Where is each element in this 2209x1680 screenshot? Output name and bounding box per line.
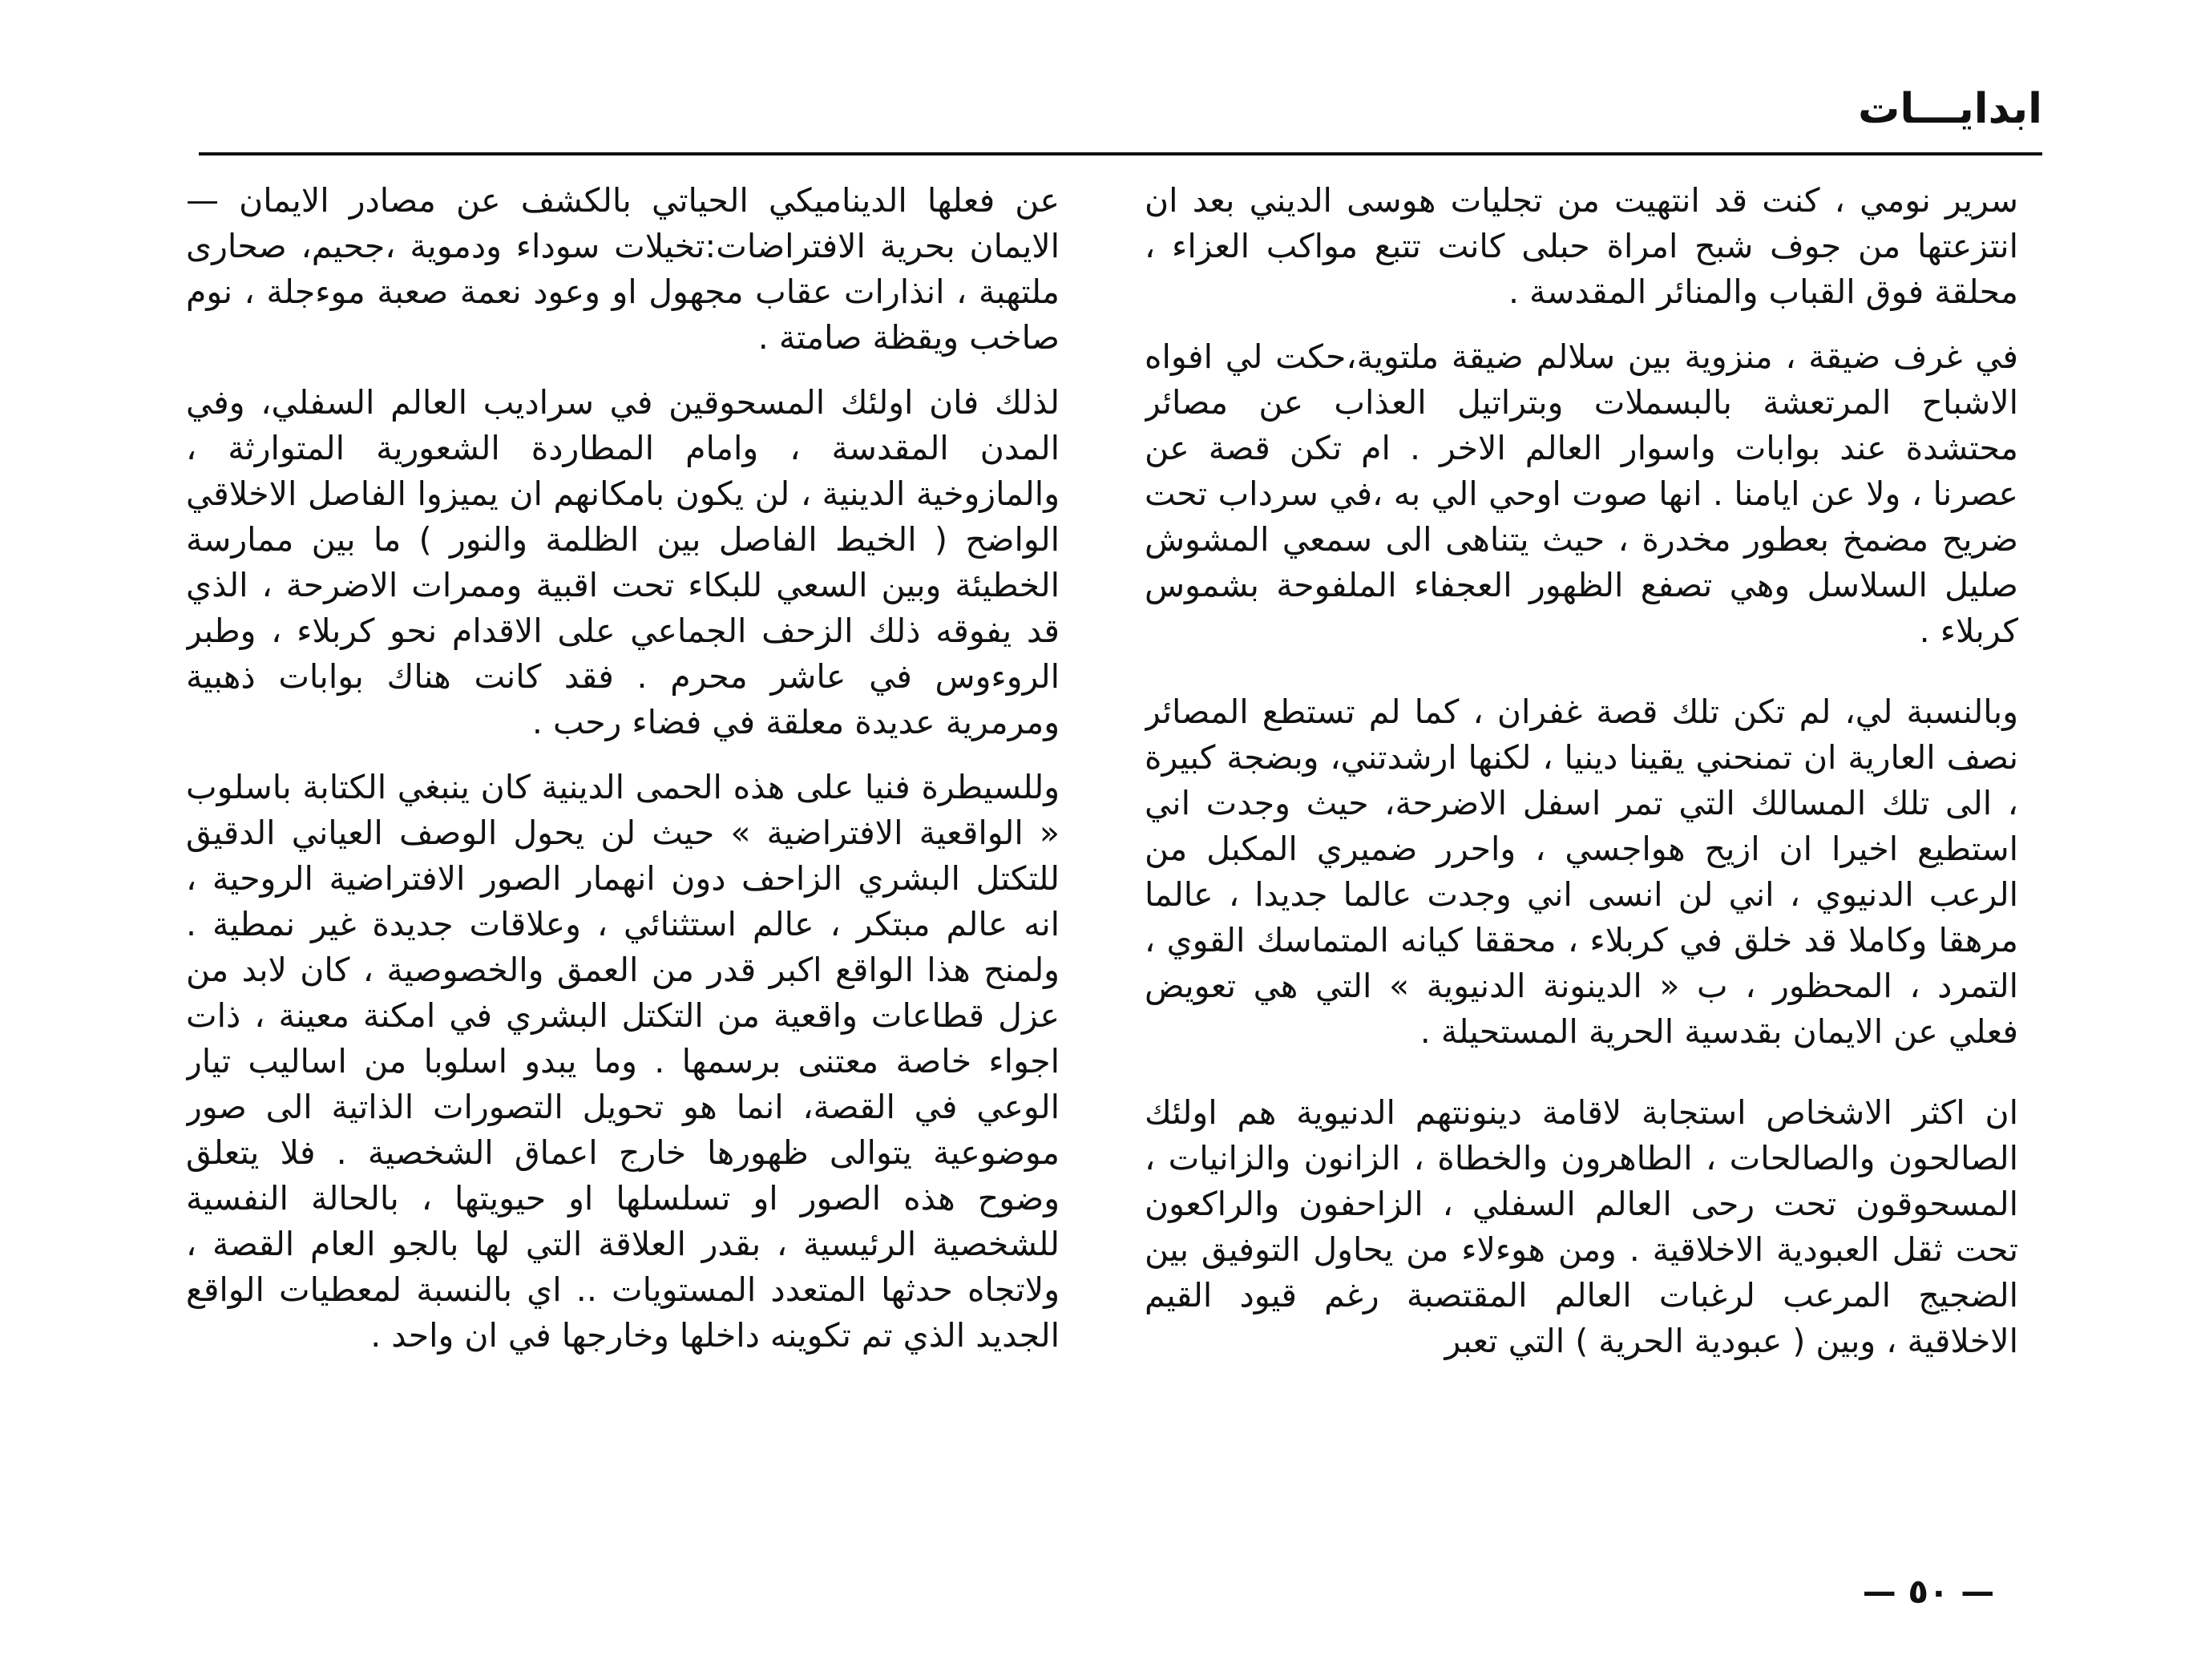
paragraph: في غرف ضيقة ، منزوية بين سلالم ضيقة ملتوية،حكت لي افواه الاشباح المرتعشة بالبسملات وبتراتيل العذاب عن مصائر محتشدة عند بوابات واسوار العالم الاخر . ام تكن قصة عن عصرنا ، ولا عن ايامنا . انها صوت اوحي الي به ،في سرداب تحت ضريح مضمخ بعطور مخدرة ، حيث يتناهى الى سمعي المشوش صليل السلاسل وهي تصفع الظهور العجفاء الملفوحة بشموس كربلاء . <box>1145 337 2018 650</box>
paragraph: وللسيطرة فنيا على هذه الحمى الدينية كان ينبغي الكتابة باسلوب « الواقعية الافتراضية » حيث لن يحول الوصف العياني الدقيق للتكتل البشري الزاحف دون انهمار الصور الافتراضية الروحية ، انه عالم مبتكر ، عالم استثنائي ، وعلاقات جديدة غير نمطية . ولمنح هذا الواقع اكبر قدر من العمق والخصوصية ، كان لابد من عزل قطاعات واقعية من التكتل البشري في امكنة معينة ، ذات اجواء خاصة معتنى برسمها . وما يبدو اسلوبا من اساليب تيار الوعي في القصة، انما هو تحويل التصورات الذاتية الى صور موضوعية يتوالى ظهورها خارج اعماق الشخصية . فلا يتعلق وضوح هذه الصور او تسلسلها او حيويتها ، بالحالة النفسية للشخصية الرئيسية ، بقدر العلاقة التي لها بالجو العام القصة ، ولاتجاه حدثها المتعدد المستويات .. اي بالنسبة لمعطيات الواقع الجديد الذي تم تكوينه داخلها وخارجها في ان واحد . <box>186 768 1060 1355</box>
header-rule <box>199 152 2042 155</box>
page-header <box>199 74 2042 151</box>
right-column <box>1145 178 2018 1525</box>
paragraph: وبالنسبة لي، لم تكن تلك قصة غفران ، كما لم تستطع المصائر نصف العارية ان تمنحني يقينا دينيا ، لكنها ارشدتني، وبضجة كبيرة ، الى تلك المسالك التي تمر اسفل الاضرحة، حيث وجدت اني استطيع اخيرا ان ازيح هواجسي ، واحرر ضميري المكبل من الرعب الدنيوي ، اني لن انسى اني وجدت عالما جديدا ، عالما مرهقا وكاملا قد خلق في كربلاء ، محققا كيانه المتماسك القوي ، التمرد ، المحظور ، ب « الدينونة الدنيوية » التي هي تعويض فعلي عن الايمان بقدسية الحرية المستحيلة . <box>1145 693 2018 1051</box>
page-number: — ٥٠ — <box>1862 1572 1995 1611</box>
paragraph: عن فعلها الديناميكي الحياتي بالكشف عن مصادر الايمان — الايمان بحرية الافتراضات:تخيلات سوداء ودموية ،جحيم، صحارى ملتهبة ، انذارات عقاب مجهول او وعود نعمة صعبة موءجلة ، نوم صاخب ويقظة صامتة . <box>186 181 1060 357</box>
running-title: ابدايـــات <box>1858 85 2042 133</box>
paragraph: لذلك فان اولئك المسحوقين في سراديب العالم السفلي، وفي المدن المقدسة ، وامام المطاردة الشعورية المتوارثة ، والمازوخية الدينية ، لن يكون بامكانهم ان يميزوا الفاصل الاخلاقي الواضح ( الخيط الفاصل بين الظلمة والنور ) ما بين ممارسة الخطيئة وبين السعي للبكاء تحت اقبية وممرات الاضرحة ، الذي قد يفوقه ذلك الزحف الجماعي على الاقدام نحو كربلاء ، وطبر الروءوس في عاشر محرم . فقد كانت هناك بوابات ذهبية ومرمرية عديدة معلقة في فضاء رحب . <box>186 383 1060 741</box>
left-column <box>186 178 1060 1525</box>
paragraph: سرير نومي ، كنت قد انتهيت من تجليات هوسى الديني بعد ان انتزعتها من جوف شبح امراة حبلى كانت تتبع مواكب العزاء ، محلقة فوق القباب والمنائر المقدسة . <box>1145 181 2018 311</box>
paragraph: ان اكثر الاشخاص استجابة لاقامة دينونتهم الدنيوية هم اولئك الصالحون والصالحات ، الطاهرون والخطاة ، الزانون والزانيات ، المسحوقون تحت رحى العالم السفلي ، الزاحفون والراكعون تحت ثقل العبودية الاخلاقية . ومن هوءلاء من يحاول التوفيق بين الضجيج المرعب لرغبات العالم المقتصبة رغم قيود القيم الاخلاقية ، وبين ( عبودية الحرية ) التي تعبر <box>1145 1093 2018 1360</box>
